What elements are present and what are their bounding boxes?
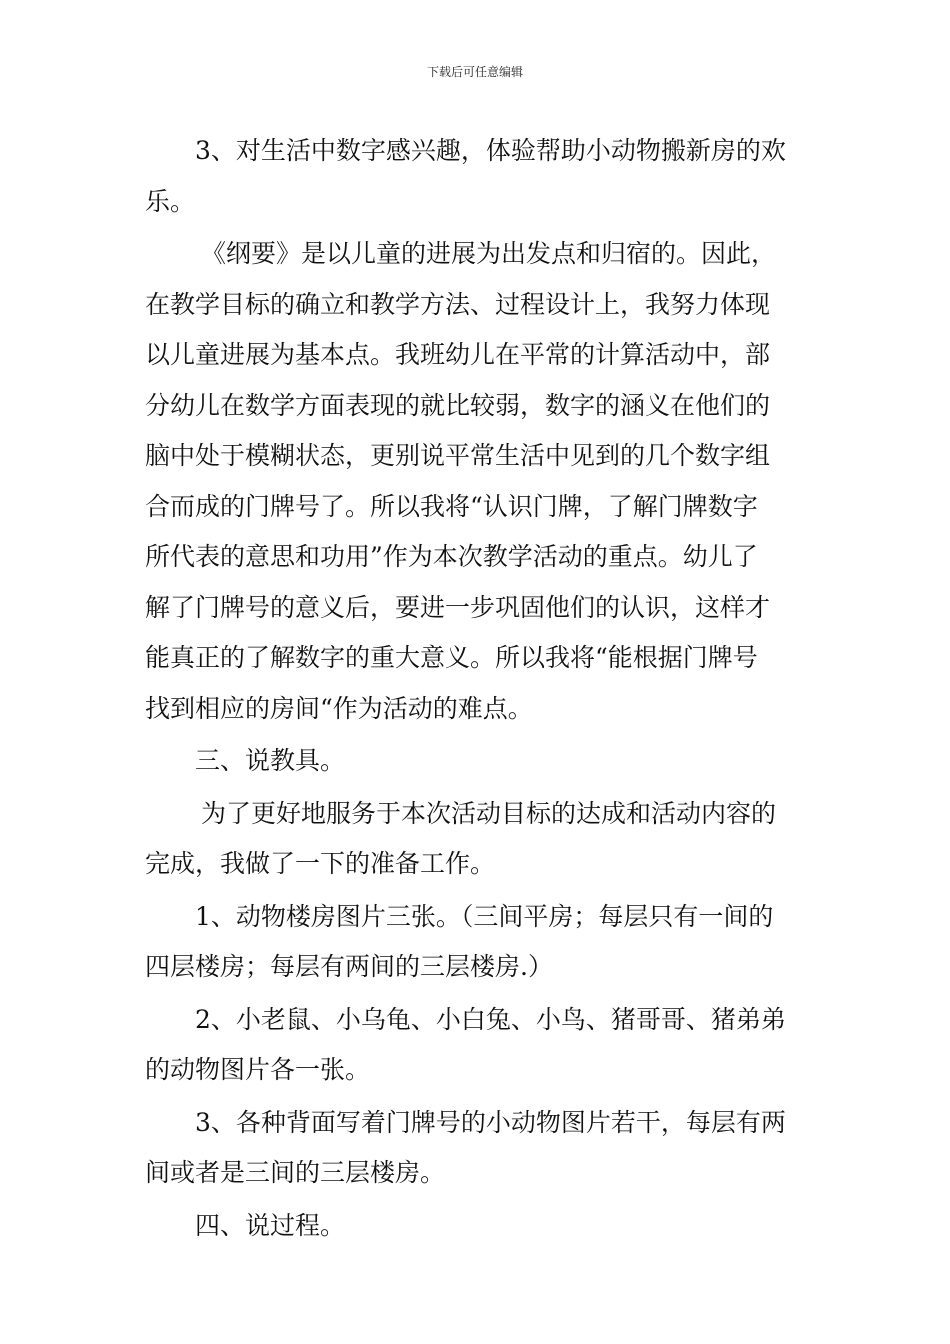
section-heading-teaching-aids: 三、说教具。: [195, 746, 346, 775]
paragraph-key-points: 《纲要》是以儿童的进展为出发点和归宿的。因此， 在教学目标的确立和教学方法、过程设计上，我努力体现 以儿童进展为基本点。我班幼儿在平常的计算活动中，部 分幼儿在数学方面表现的就比较弱，数字的涵义在他们的 脑中处于模糊状态，更别说平常生活中见到的几个数字组 合而成的门牌号了。所以我将“认识门牌，了解门牌数字 所代表的意思和功用”作为本次教学活动的重点。幼儿了 解了门牌号的意义后，要进一步巩固他们的认识，这样才 能真正的了解数字的重大意义。所以我将“能根据门牌号 找到相应的房间“作为活动的难点。: [145, 239, 777, 723]
list-item-aid-2: 2、小老鼠、小乌龟、小白兔、小鸟、猪哥哥、猪弟弟 的动物图片各一张。: [145, 1004, 786, 1084]
list-item-aid-3: 3、各种背面写着门牌号的小动物图片若干，每层有两 间或者是三间的三层楼房。: [145, 1107, 786, 1187]
list-item-aid-1: 1、动物楼房图片三张。（三间平房；每层只有一间的 四层楼房；每层有两间的三层楼房.）: [145, 901, 774, 981]
paragraph-preparation: 为了更好地服务于本次活动目标的达成和活动内容的 完成，我做了一下的准备工作。: [145, 798, 777, 878]
page-header-note: 下载后可任意编辑: [426, 65, 523, 79]
section-heading-process: 四、说过程。: [195, 1210, 346, 1240]
paragraph-goal-3: 3、对生活中数字感兴趣，体验帮助小动物搬新房的欢 乐。: [145, 136, 786, 216]
document-body: [145, 126, 810, 1251]
